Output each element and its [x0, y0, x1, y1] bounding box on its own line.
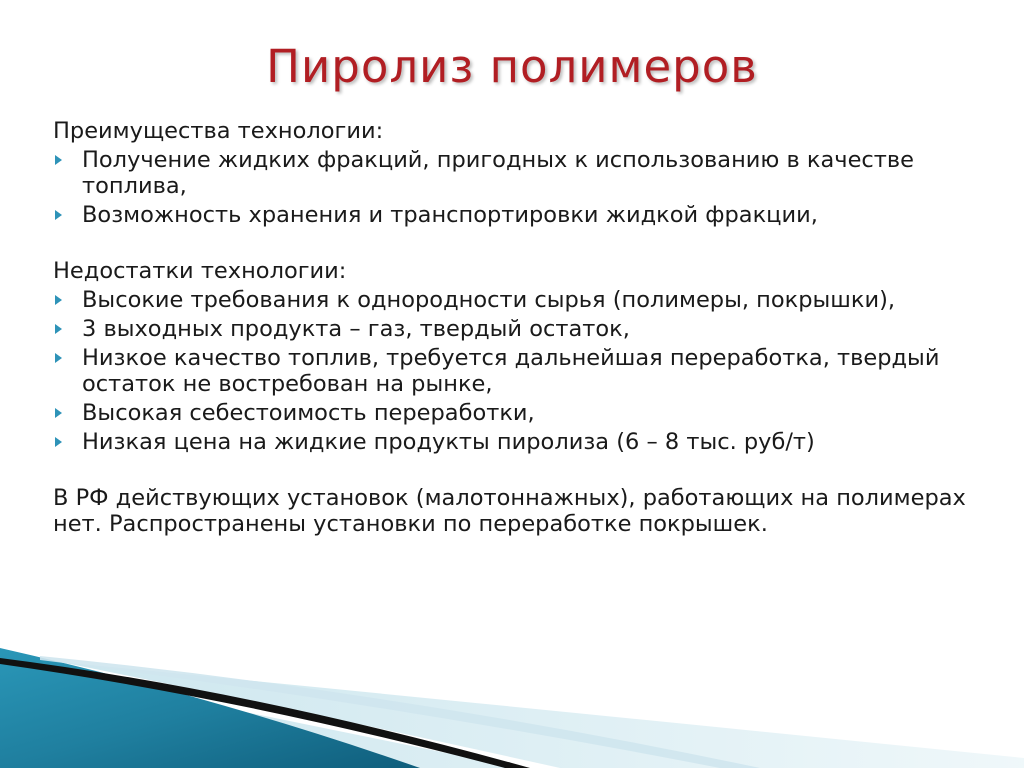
- slide-content: [53, 118, 983, 537]
- advantage-item: Возможность хранения и транспортировки жидкой фракции,: [53, 202, 983, 228]
- disadvantage-item: Высокие требования к однородности сырья (полимеры, покрышки),: [53, 287, 983, 313]
- triangle-arrow-right-icon: [55, 324, 62, 334]
- triangle-arrow-right-icon: [55, 408, 62, 418]
- triangle-arrow-right-icon: [55, 295, 62, 305]
- slide-title: Пиролиз полимеров: [266, 40, 758, 93]
- disadvantage-item: Низкая цена на жидкие продукты пиролиза (6 – 8 тыс. руб/т): [53, 429, 983, 455]
- disadvantages-heading: Недостатки технологии:: [53, 258, 347, 284]
- decorative-swoosh: [0, 640, 1024, 768]
- triangle-arrow-right-icon: [55, 437, 62, 447]
- triangle-arrow-right-icon: [55, 353, 62, 363]
- disadvantage-item: Низкое качество топлив, требуется дальнейшая переработка, твердый остаток не востребован на рынке,: [53, 345, 983, 397]
- disadvantage-item: 3 выходных продукта – газ, твердый остаток,: [53, 316, 983, 342]
- advantage-item: Получение жидких фракций, пригодных к использованию в качестве топлива,: [53, 147, 983, 199]
- triangle-arrow-right-icon: [55, 155, 62, 165]
- triangle-arrow-right-icon: [55, 210, 62, 220]
- conclusion-paragraph: В РФ действующих установок (малотоннажных), работающих на полимерах нет. Распространены установки по переработке покрышек.: [53, 485, 966, 537]
- disadvantage-item: Высокая себестоимость переработки,: [53, 400, 983, 426]
- advantages-heading: Преимущества технологии:: [53, 118, 384, 144]
